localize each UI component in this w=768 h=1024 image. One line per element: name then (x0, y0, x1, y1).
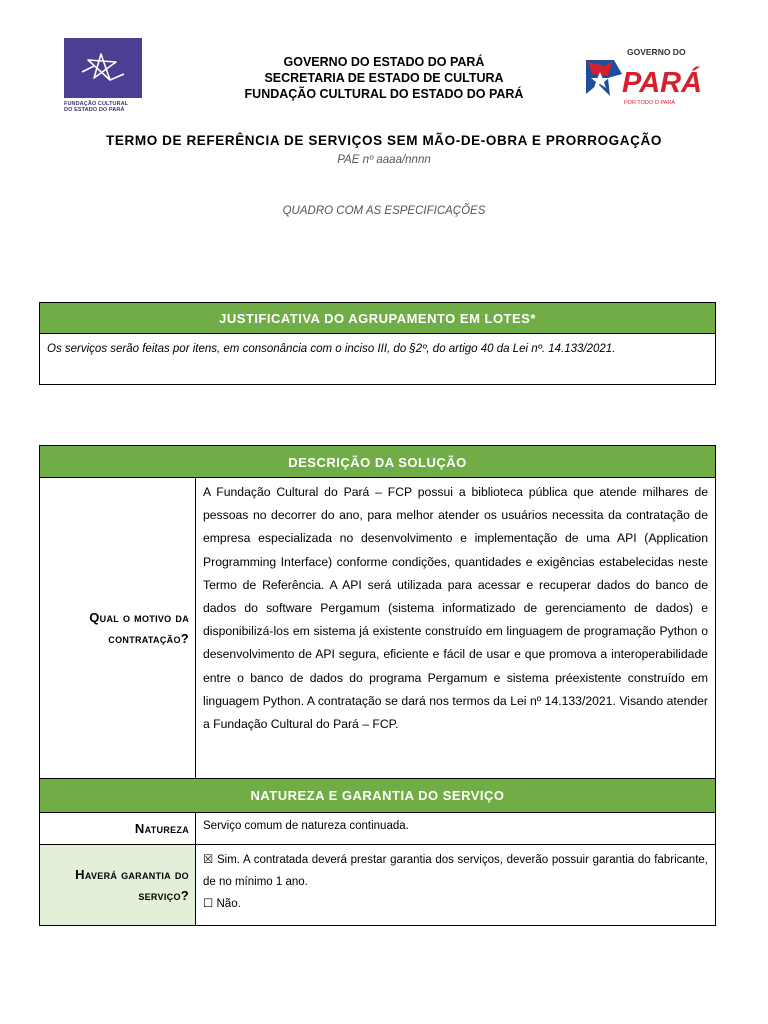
governo-para-logo (584, 44, 703, 108)
natureza-heading: NATUREZA E GARANTIA DO SERVIÇO (39, 779, 716, 813)
pae-number: PAE nº aaaa/nnnn (337, 154, 431, 166)
garantia-option-nao[interactable]: ☐ Não. (203, 898, 241, 910)
descricao-heading: DESCRIÇÃO DA SOLUÇÃO (39, 445, 716, 478)
natureza-row (39, 813, 716, 845)
garantia-row (39, 845, 716, 926)
para-logo-main-text: PARÁ (622, 67, 703, 99)
document-title: TERMO DE REFERÊNCIA DE SERVIÇOS SEM MÃO-DE-OBRA E PRORROGAÇÃO (106, 133, 662, 148)
header-line-fundacao: FUNDAÇÃO CULTURAL DO ESTADO DO PARÁ (244, 87, 524, 101)
justificativa-heading: JUSTIFICATIVA DO AGRUPAMENTO EM LOTES* (39, 302, 716, 334)
garantia-options (196, 845, 715, 925)
natureza-value: Serviço comum de natureza continuada. (203, 820, 409, 832)
quadro-subtitle: QUADRO COM AS ESPECIFICAÇÕES (282, 205, 486, 217)
garantia-option-sim[interactable]: ☒ Sim. A contratada deverá prestar garantia dos serviços, deverão possuir garantia do fabricante, de no mínimo 1 ano. (203, 854, 708, 888)
justificativa-table (39, 302, 716, 385)
para-logo-bottom-text: POR TODO O PARÁ (624, 100, 676, 106)
header-line-government: GOVERNO DO ESTADO DO PARÁ (283, 55, 485, 69)
fcp-logo-caption-2: DO ESTADO DO PARÁ (64, 107, 125, 113)
fcp-logo-caption-1: FUNDAÇÃO CULTURAL (64, 101, 129, 107)
motivo-label: Qual o motivo da contratação? (40, 478, 196, 778)
justificativa-text: Os serviços serão feitas por itens, em consonância com o inciso III, do §2º, do artigo 40 da Lei nº. 14.133/2021. (39, 334, 716, 385)
natureza-label: Natureza (40, 813, 196, 844)
motivo-row (39, 478, 716, 779)
header-line-secretaria: SECRETARIA DE ESTADO DE CULTURA (264, 71, 504, 85)
descricao-table (39, 445, 716, 926)
para-logo-top-text: GOVERNO DO (627, 47, 686, 57)
motivo-text: A Fundação Cultural do Pará – FCP possui a biblioteca pública que atende milhares de pessoas no decorrer do ano, para melhor atender os usuários necessita da contratação de empresa especializada no desenvolvimento e implementação de uma API (Application Programming Interface) conforme condições, quantidades e exigências estabelecidas neste Termo de Referência. A API será utilizada para acessar e recuperar dados do banco de dados do software Pergamum (sistema informatizado de gerenciamento de dados) e disponibilizá-los em sistema já existente construído em linguagem de programação Python o desenvolvimento de API segura, eficiente e fácil de usar e que promova a interoperabilidade entre o banco de dados do programa Pergamum e sistema préexistente construído em linguagem Python. A contratação se dará nos termos da Lei nº 14.133/2021. Visando atender a Fundação Cultural do Pará – FCP. (203, 485, 708, 732)
garantia-label: Haverá garantia do serviço? (40, 845, 196, 925)
